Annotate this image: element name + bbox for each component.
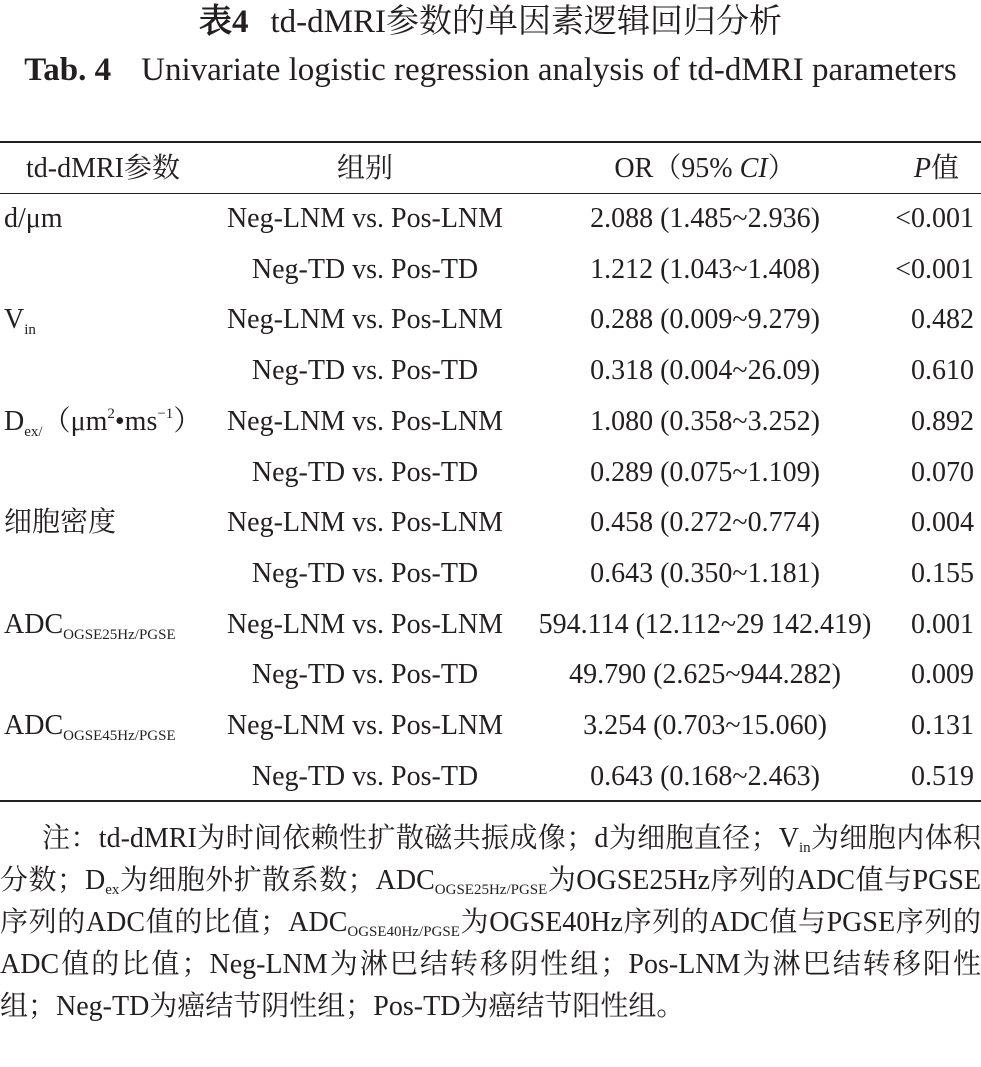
cell-or: 49.790 (2.625~944.282)	[569, 659, 841, 691]
header-group: 组别	[336, 153, 393, 184]
header-param: td-dMRI参数	[26, 153, 181, 184]
cell-or: 0.289 (0.075~1.109)	[590, 456, 820, 488]
table-row	[0, 345, 981, 396]
cell-group: Neg-TD vs. Pos-TD	[251, 760, 479, 792]
cell-or: 1.212 (1.043~1.408)	[590, 253, 820, 285]
cell-p-value: 0.001	[911, 608, 974, 640]
table-row	[0, 447, 981, 498]
cell-group: Neg-TD vs. Pos-TD	[251, 557, 479, 589]
table-row	[0, 700, 981, 751]
cell-p-value: 0.004	[911, 507, 974, 539]
header-p-value: P值	[913, 153, 959, 184]
table-footnote	[0, 818, 981, 1028]
cell-group: Neg-LNM vs. Pos-LNM	[226, 405, 504, 437]
cell-p-value: 0.131	[911, 710, 974, 741]
cell-p-value: 0.892	[911, 405, 974, 437]
cell-param: d/μm	[4, 203, 63, 234]
cell-group: Neg-TD vs. Pos-TD	[251, 659, 479, 691]
table-row	[0, 193, 981, 244]
cell-param: $ADC_{OGSE25Hz/PGSE}$	[4, 608, 176, 643]
table-title-english	[0, 48, 981, 93]
cell-p-value: 0.519	[911, 760, 974, 792]
cell-group: Neg-LNM vs. Pos-LNM	[226, 507, 504, 539]
table-row	[0, 396, 981, 447]
table-row	[0, 649, 981, 700]
table-row	[0, 599, 981, 650]
cell-group: Neg-LNM vs. Pos-LNM	[226, 203, 504, 234]
table-title-english-text: Univariate logistic regression analysis of td-dMRI parameters	[141, 52, 957, 88]
cell-or: 0.288 (0.009~9.279)	[590, 304, 820, 336]
cell-group: Neg-LNM vs. Pos-LNM	[226, 608, 504, 640]
cell-p-value: <0.001	[895, 253, 974, 285]
cell-param: $V_{in}$	[4, 304, 36, 339]
cell-or: 0.318 (0.004~26.09)	[590, 355, 820, 387]
cell-or: 3.254 (0.703~15.060)	[583, 710, 827, 741]
table-title-chinese-text: td-dMRI参数的单因素逻辑回归分析	[270, 4, 782, 40]
cell-p-value: 0.070	[911, 456, 974, 488]
table-header-row	[0, 143, 981, 194]
table-row	[0, 294, 981, 345]
cell-group: Neg-LNM vs. Pos-LNM	[226, 304, 504, 336]
cell-group: Neg-TD vs. Pos-TD	[251, 355, 479, 387]
table-row	[0, 497, 981, 548]
cell-param: $D_{ex/}(\mu m^2•ms^{-1})$	[4, 405, 202, 440]
cell-group: Neg-LNM vs. Pos-LNM	[226, 710, 504, 741]
cell-p-value: 0.009	[911, 659, 974, 691]
footnote-text: 注：td-dMRI为时间依赖性扩散磁共振成像；d为细胞直径；$V_{in}$为细胞内体积分数；$D_{ex}$为细胞外扩散系数；$ADC_{OGSE25Hz/PGSE}$为OGSE25Hz序列的ADC值与PGSE序列的ADC值的比值；$ADC_{OGSE40Hz/PGSE}$为OGSE40Hz序列的ADC值与PGSE序列的ADC值的比值；Neg-LNM为淋巴结转移阴性组；Pos-LNM为淋巴结转移阳性组；Neg-TD为癌结节阴性组；Pos-TD为癌结节阳性组。	[0, 823, 981, 1022]
cell-param: $ADC_{OGSE45Hz/PGSE}$	[4, 710, 176, 744]
table-label-chinese: 表4	[199, 4, 249, 40]
cell-or: 2.088 (1.485~2.936)	[590, 203, 820, 234]
cell-or: 0.643 (0.350~1.181)	[590, 557, 820, 589]
dex-unit: $(\mu m^2•ms^{-1})$	[42, 405, 202, 437]
cell-p-value: 0.610	[911, 355, 974, 387]
table-row	[0, 751, 981, 802]
table-bottom-rule	[0, 800, 981, 802]
cell-p-value: 0.482	[911, 304, 974, 336]
table-row	[0, 548, 981, 599]
cell-group: Neg-TD vs. Pos-TD	[251, 456, 479, 488]
cell-or: 594.114 (12.112~29 142.419)	[538, 608, 872, 640]
cell-p-value: <0.001	[895, 203, 974, 234]
cell-or: 0.643 (0.168~2.463)	[590, 760, 820, 792]
cell-p-value: 0.155	[911, 557, 974, 589]
cell-or: 1.080 (0.358~3.252)	[590, 405, 820, 437]
table-label-english: Tab. 4	[24, 52, 112, 88]
table-title-chinese	[0, 2, 981, 42]
cell-group: Neg-TD vs. Pos-TD	[251, 253, 479, 285]
header-or: OR（95% CI）	[614, 153, 796, 184]
cell-or: 0.458 (0.272~0.774)	[590, 507, 820, 539]
cell-param: 细胞密度	[4, 507, 117, 539]
table-row	[0, 244, 981, 295]
